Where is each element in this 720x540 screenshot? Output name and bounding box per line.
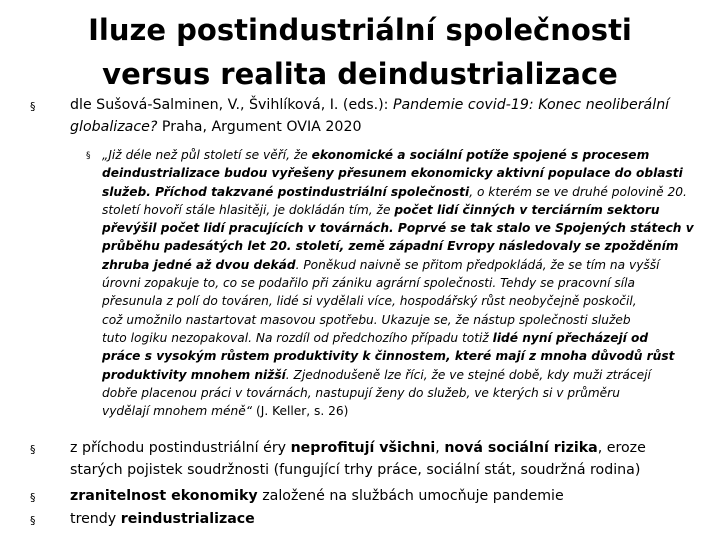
bullet2-emphasis: nová sociální rizika [444,440,598,456]
sub-bullet-marker: § [86,151,91,161]
quote-emphasis: produktivity mnohem nižší [102,367,286,382]
quote-text: tuto logiku nezopakoval. Na rozdíl od předchozího případu totiž [102,330,493,345]
quote-text: , o kterém se ve druhé polovině 20. [469,184,687,199]
quote-emphasis: počet lidí činných v terciárním sektoru [394,202,660,217]
bullet4-bold: reindustrializace [120,511,255,527]
quote-line [102,256,676,274]
bullet2-line-1 [70,437,646,459]
title-line-1: Iluze postindustriální společnosti [88,13,632,47]
quote-line [102,292,676,310]
quote-emphasis: práce s vysokým růstem produktivity k činnostem, které mají z mnoha důvodů růst [102,349,675,364]
bullet3-bold: zranitelnost ekonomiky [70,488,258,504]
bullet-postindustrial-risks [70,437,646,481]
quote-text: což umožnilo nastartovat masovou spotřebu. Ukazuje se, že nástup společnosti služeb [102,312,631,327]
bullet2-text: , [435,440,445,456]
quote-line [102,347,676,365]
quote-line [102,274,676,292]
quote-emphasis: lidé nyní přecházejí od [492,330,649,345]
bullet-reindustrialization [70,508,255,530]
quote-line [102,201,676,219]
bullet-marker: § [30,491,36,504]
quote-text: století hovoří stále hlasitěji, je dokládán tím, že [102,202,395,217]
bullet4-pre: trendy [70,511,121,527]
bullet-marker: § [30,100,36,113]
quote-emphasis: takzvané postindustriální společnosti [211,184,470,199]
quote-emphasis: deindustrializace budou vyřešeny přesunem ekonomicky aktivní populace do oblasti [102,166,683,181]
bullet2-emphasis: neprofitují všichni [290,440,436,456]
quote-line [102,237,679,255]
quote-text: „Již déle než půl století se věří, že [102,148,312,162]
quote-text: vydělají mnohem méně“ [102,404,256,419]
slide-title [60,8,660,96]
quote-text: dobře placenou práci v továrnách, nastupují ženy do služeb, ve kterých si v průměru [102,385,620,400]
quote-line [102,402,676,420]
quote-emphasis: ekonomické a sociální potíže spojené s procesem [311,148,650,162]
keller-quote [102,146,694,420]
bullet-marker: § [30,514,36,527]
quote-text: úrovni zopakuje to, co se podařilo při zániku agrární společnosti. Tehdy se pracovní síla [102,276,635,291]
quote-text: (J. Keller, s. 26) [255,404,349,419]
reference-prefix: dle Sušová-Salminen, V., Švihlíková, I. (eds.): [70,97,393,113]
quote-emphasis: zhruba jedné až dvou dekád [102,257,296,272]
bullet-marker: § [30,443,36,456]
reference-book-title: Pandemie covid-19: Konec neoliberální globalizace? [70,97,670,135]
reference-publisher: Praha, Argument OVIA 2020 [157,119,362,135]
quote-line [102,329,676,347]
quote-line [102,366,676,384]
quote-emphasis: průběhu padesátých let 20. století, země západní Evropy následovaly se zpožděním [102,239,679,254]
bullet2-text: z příchodu postindustriální éry [70,440,291,456]
quote-text: . Zjednodušeně lze říci, že ve stejné době, kdy muži ztrácejí [285,367,651,382]
quote-emphasis: převýšil počet lidí pracujících v továrnách. Poprvé se tak stalo ve Spojených státech v [102,221,694,236]
title-line-2: versus realita deindustrializace [102,57,618,91]
bullet2-text: , eroze [597,440,646,456]
quote-line [102,183,687,201]
quote-emphasis: služeb. Příchod [102,184,212,199]
quote-line [102,164,683,182]
reference-text [70,94,710,138]
bullet3-rest: založené na službách umocňuje pandemie [257,488,564,504]
quote-line [102,146,676,164]
bullet2-line-2: starých pojistek soudržnosti (fungující trhy práce, sociální stát, soudržná rodina) [70,462,641,478]
bullet-vulnerability [70,485,564,507]
quote-line [102,384,676,402]
quote-line [102,311,676,329]
quote-line [102,219,694,237]
quote-text: přesunula z polí do továren, lidé si vydělali více, hospodářský růst neobyčejně poskočil, [102,294,637,309]
quote-text: . Poněkud naivně se přitom předpokládá, že se tím na vyšší [295,257,660,272]
